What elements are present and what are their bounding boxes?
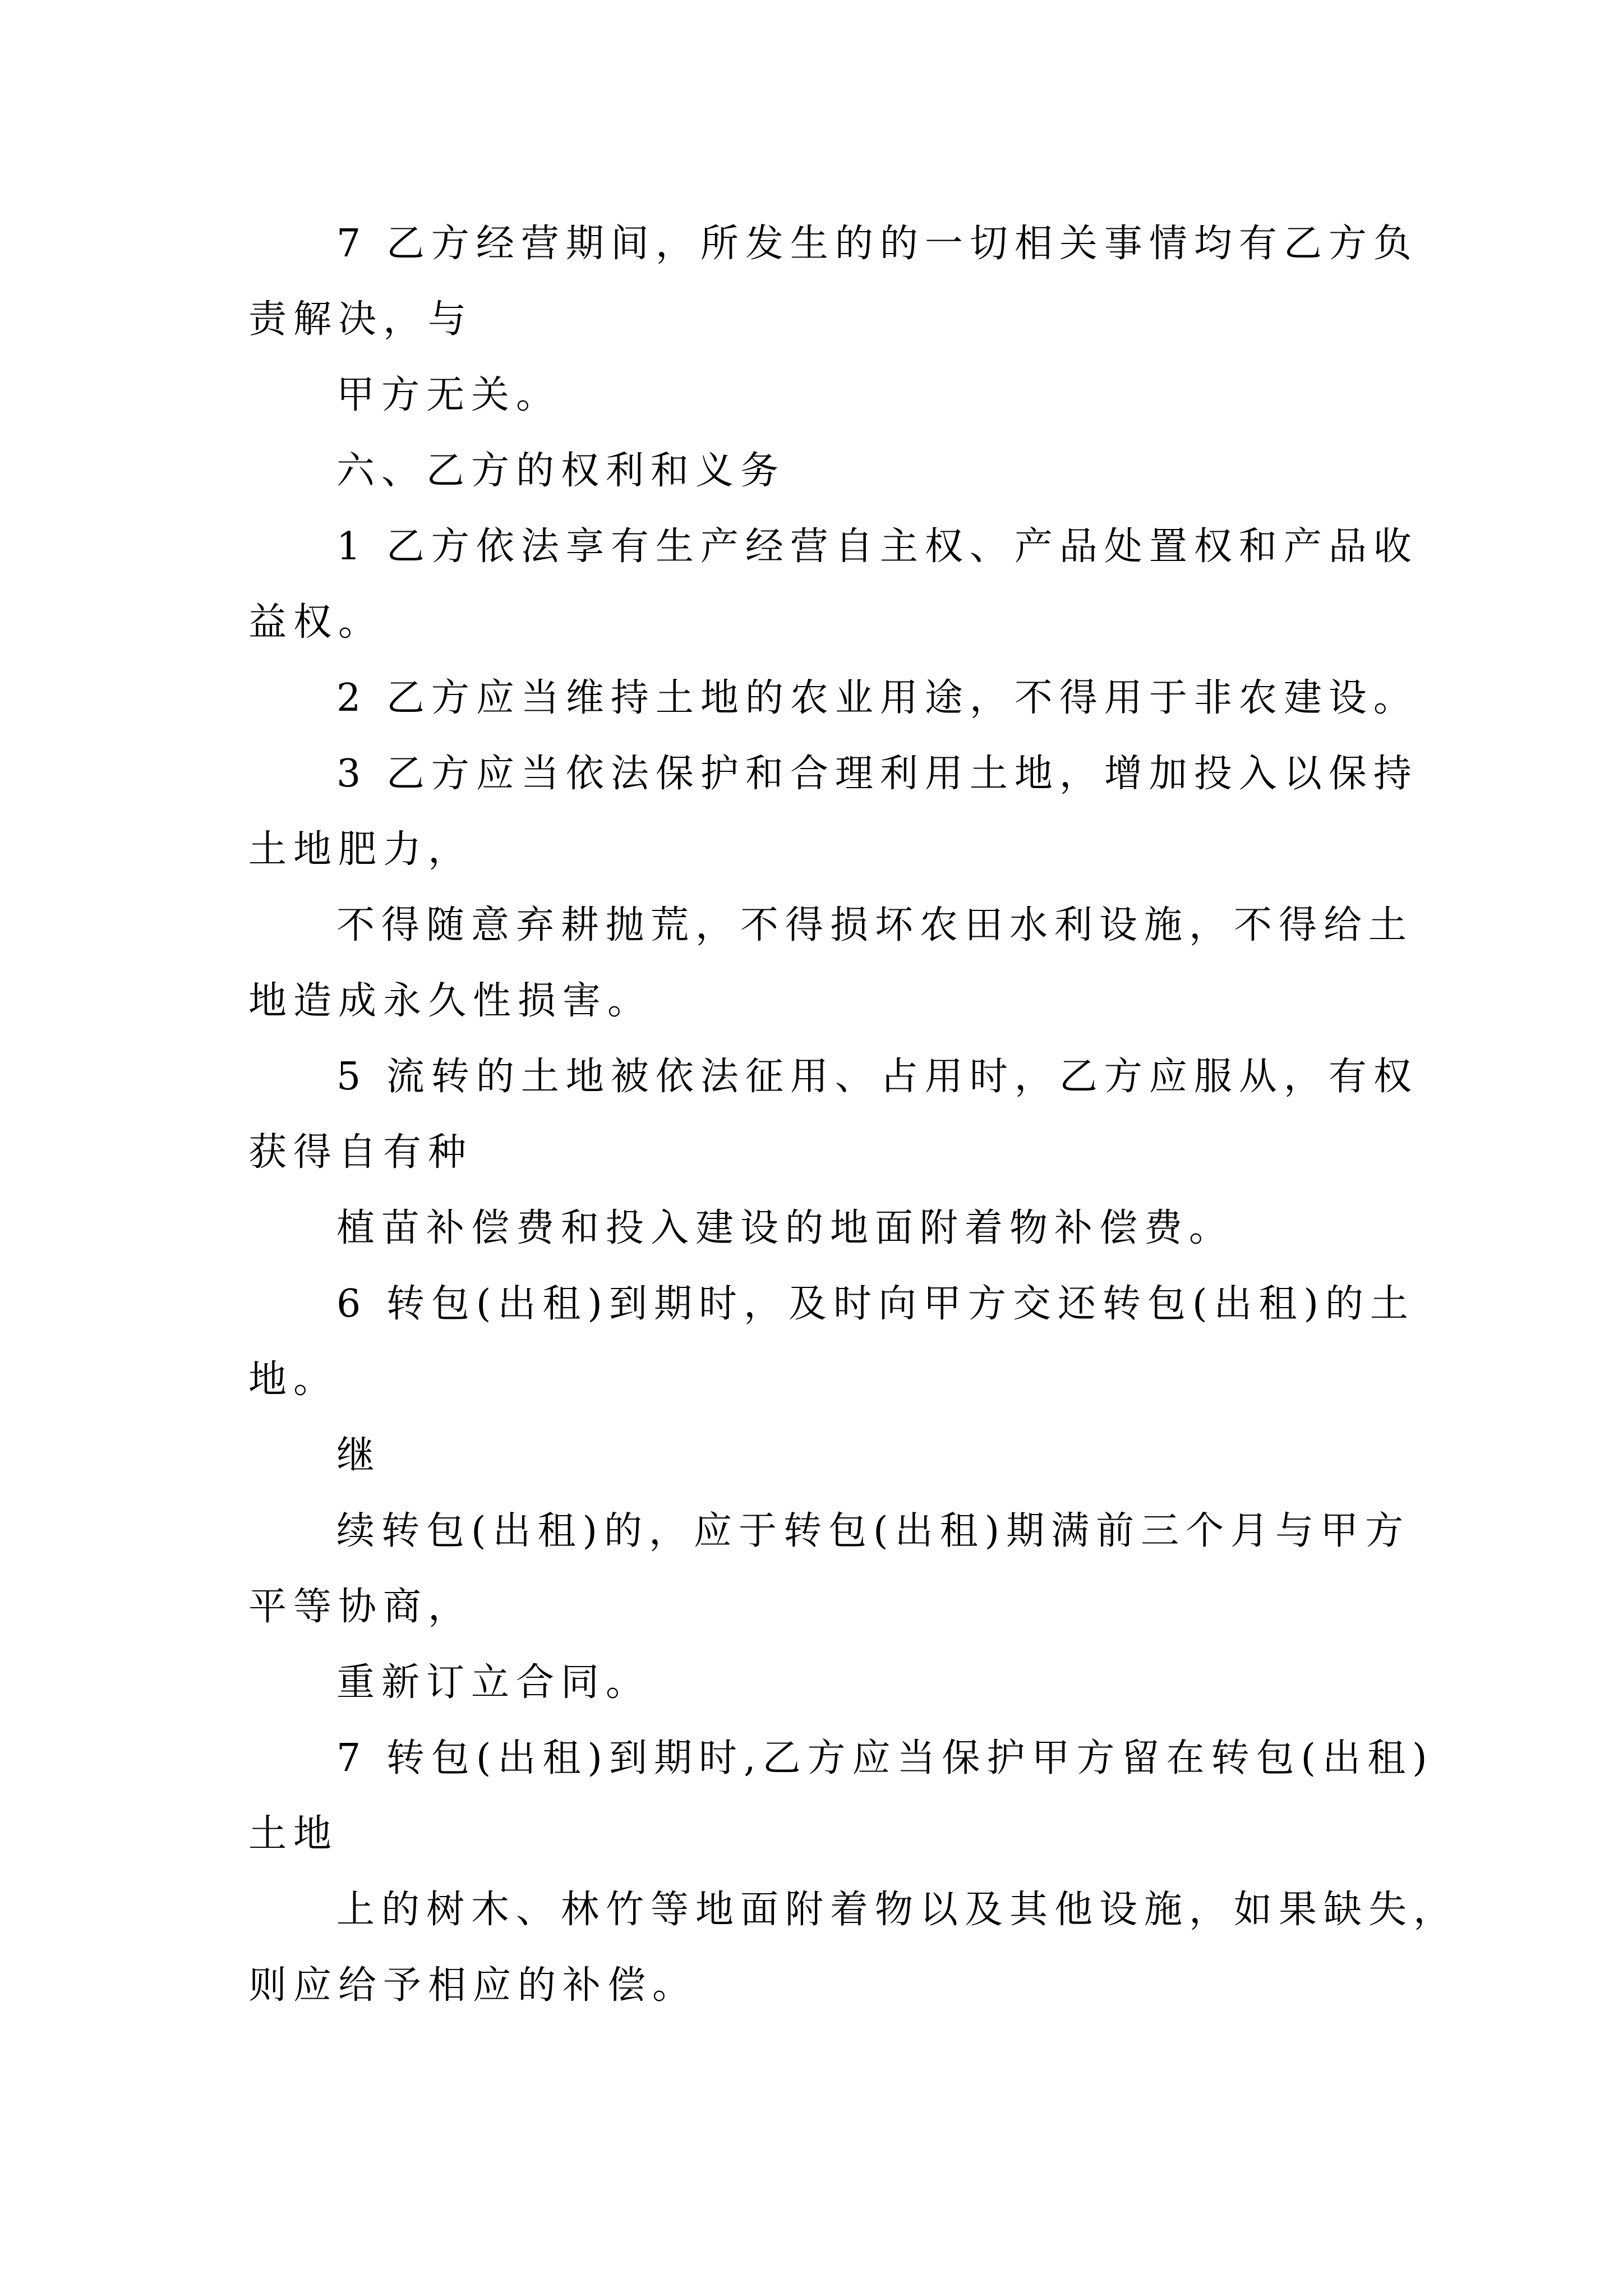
- text-line: 责解决，与: [248, 297, 473, 342]
- text-line: 7 转包(出租)到期时,乙方应当保护甲方留在转包(出租): [336, 1736, 1434, 1780]
- text-line: 益权。: [248, 600, 384, 645]
- text-line: 上的树木、林竹等地面附着物以及其他设施，如果缺失，: [336, 1888, 1459, 1932]
- text-line: 平等协商，: [248, 1585, 473, 1629]
- text-line: 土地肥力，: [248, 827, 473, 872]
- text-line: 2 乙方应当维持土地的农业用途，不得用于非农建设。: [336, 676, 1418, 720]
- text-line: 续转包(出租)的，应于转包(出租)期满前三个月与甲方: [336, 1509, 1410, 1553]
- text-line: 6 转包(出租)到期时，及时向甲方交还转包(出租)的土: [336, 1282, 1415, 1326]
- section-heading: 六、乙方的权利和义务: [336, 449, 786, 493]
- text-line: 继: [336, 1433, 382, 1478]
- text-line: 获得自有种: [248, 1130, 473, 1175]
- text-line: 7 乙方经营期间，所发生的的一切相关事情均有乙方负: [336, 222, 1418, 266]
- text-line: 重新订立合同。: [336, 1660, 651, 1705]
- text-line: 3 乙方应当依法保护和合理利用土地，增加投入以保持: [336, 752, 1418, 796]
- text-line: 地造成永久性损害。: [248, 979, 653, 1023]
- text-line: 地。: [248, 1358, 339, 1402]
- text-line: 5 流转的土地被依法征用、占用时，乙方应服从，有权: [336, 1055, 1418, 1099]
- text-line: 甲方无关。: [336, 373, 561, 417]
- text-line: 1 乙方依法享有生产经营自主权、产品处置权和产品收: [336, 524, 1418, 569]
- text-line: 土地: [248, 1812, 339, 1856]
- text-line: 植苗补偿费和投入建设的地面附着物补偿费。: [336, 1206, 1234, 1250]
- text-line: 则应给予相应的补偿。: [248, 1963, 698, 2008]
- text-line: 不得随意弃耕抛荒，不得损坏农田水利设施，不得给土: [336, 903, 1414, 947]
